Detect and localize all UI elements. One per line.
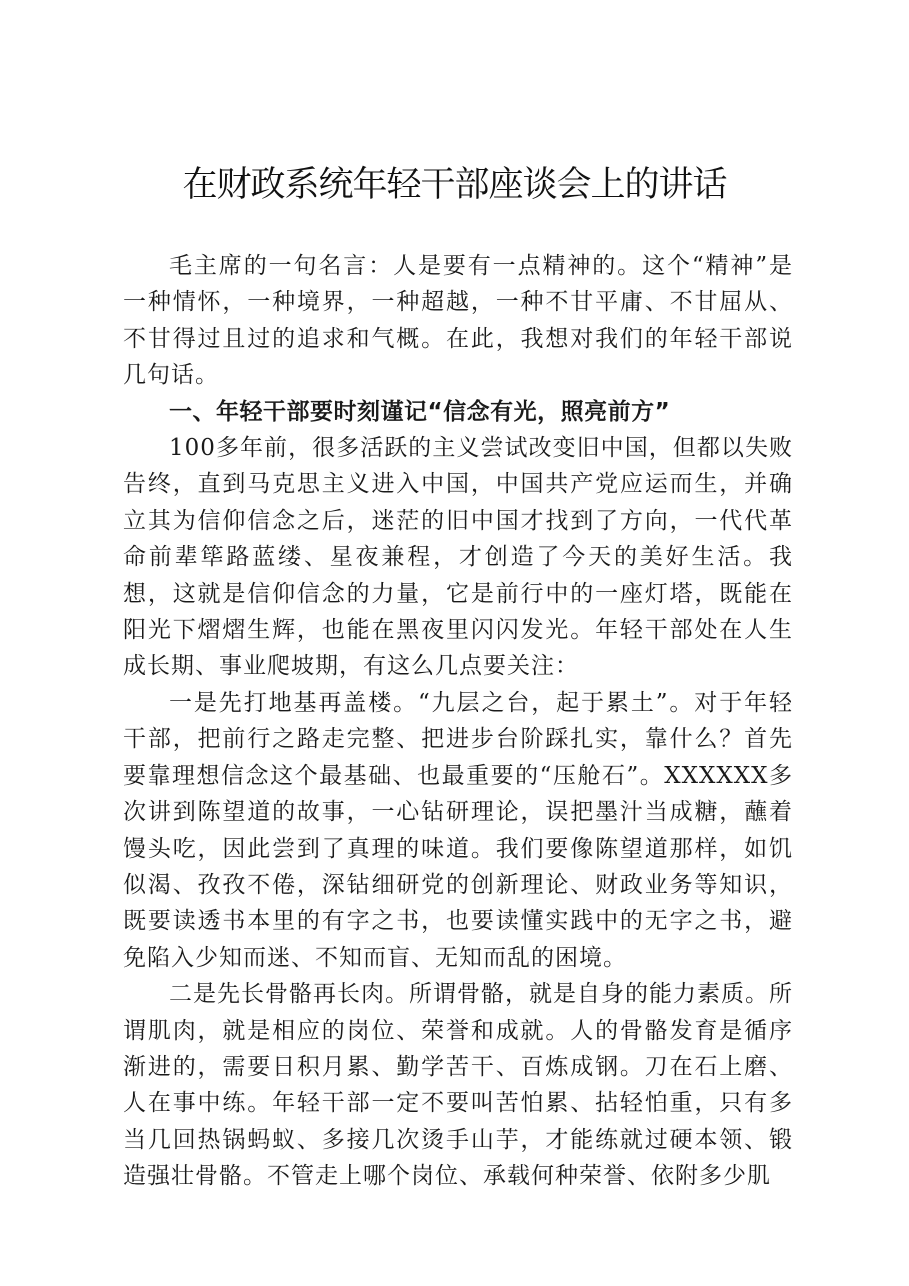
paragraph-point-1: 一是先打地基再盖楼。“九层之台，起于累土”。对于年轻干部，把前行之路走完整、把进步台阶踩扎实，靠什么？首先要靠理想信念这个最基础、也最重要的“压舱石”。XXXXXX多次讲到陈望道的故事，一心钻研理论，误把墨汁当成糖，蘸着馒头吃，因此尝到了真理的味道。我们要像陈望道那样，如饥似渴、孜孜不倦，深钻细研党的创新理论、财政业务等知识，既要读透书本里的有字之书，也要读懂实践中的无字之书，避免陷入少知而迷、不知而盲、无知而乱的困境。	[123, 689, 793, 971]
paragraph-point-2: 二是先长骨骼再长肉。所谓骨骼，就是自身的能力素质。所谓肌肉，就是相应的岗位、荣誉和成就。人的骨骼发育是循序渐进的，需要日积月累、勤学苦干、百炼成钢。刀在石上磨、人在事中练。年轻干部一定不要叫苦怕累、拈轻怕重，只有多当几回热锅蚂蚁、多接几次烫手山芋，才能练就过硬本领、锻造强壮骨骼。不管走上哪个岗位、承载何种荣誉、依附多少肌	[123, 981, 793, 1190]
document-body	[123, 248, 793, 1195]
paragraph-intro: 毛主席的一句名言：人是要有一点精神的。这个“精神”是一种情怀，一种境界，一种超越，一种不甘平庸、不甘屈从、不甘得过且过的追求和气概。在此，我想对我们的年轻干部说几句话。	[123, 253, 793, 389]
document-title: 在财政系统年轻干部座谈会上的讲话	[182, 165, 727, 205]
paragraph-history: 100多年前，很多活跃的主义尝试改变旧中国，但都以失败告终，直到马克思主义进入中国，中国共产党应运而生，并确立其为信仰信念之后，迷茫的旧中国才找到了方向，一代代革命前辈筚路蓝缕、星夜兼程，才创造了今天的美好生活。我想，这就是信仰信念的力量，它是前行中的一座灯塔，既能在阳光下熠熠生辉，也能在黑夜里闪闪发光。年轻干部处在人生成长期、事业爬坡期，有这么几点要关注：	[123, 435, 793, 680]
section-heading-1: 一、年轻干部要时刻谨记“信念有光，照亮前方”	[169, 398, 671, 425]
